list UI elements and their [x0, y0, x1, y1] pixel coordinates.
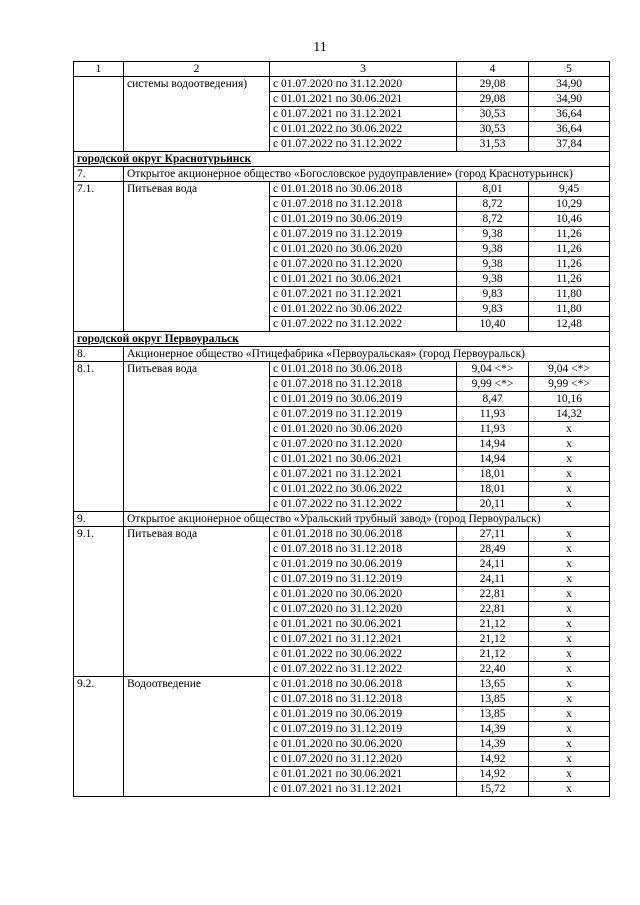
period-cell: с 01.01.2019 по 30.06.2019 — [270, 707, 457, 722]
period-cell: с 01.07.2019 по 31.12.2019 — [270, 572, 457, 587]
period-cell: с 01.07.2020 по 31.12.2020 — [270, 752, 457, 767]
period-cell: с 01.07.2022 по 31.12.2022 — [270, 497, 457, 512]
tariff-net-cell: 9,38 — [457, 242, 529, 257]
tariff-net-cell: 14,39 — [457, 722, 529, 737]
period-cell: с 01.01.2021 по 30.06.2021 — [270, 92, 457, 107]
tariff-net-cell: 18,01 — [457, 482, 529, 497]
tariff-vat-cell: 12,48 — [529, 317, 610, 332]
tariff-vat-cell: 14,32 — [529, 407, 610, 422]
tariff-net-cell: 27,11 — [457, 527, 529, 542]
tariff-net-cell: 14,39 — [457, 737, 529, 752]
service-name: Водоотведение — [124, 677, 270, 797]
tariff-net-cell: 28,49 — [457, 542, 529, 557]
tariff-net-cell: 11,93 — [457, 407, 529, 422]
period-cell: с 01.01.2019 по 30.06.2019 — [270, 392, 457, 407]
tariff-vat-cell: х — [529, 692, 610, 707]
tariff-net-cell: 21,12 — [457, 617, 529, 632]
tariff-vat-cell: 36,64 — [529, 107, 610, 122]
period-cell: с 01.01.2021 по 30.06.2021 — [270, 767, 457, 782]
tariff-net-cell: 9,38 — [457, 227, 529, 242]
org-name: Открытое акционерное общество «Уральский трубный завод» (город Первоуральск) — [124, 512, 610, 527]
service-name: Питьевая вода — [124, 182, 270, 332]
header-cell: 1 — [74, 62, 124, 77]
tariff-vat-cell: 10,29 — [529, 197, 610, 212]
tariff-vat-cell: х — [529, 737, 610, 752]
tariff-net-cell: 21,12 — [457, 632, 529, 647]
tariff-vat-cell: 10,46 — [529, 212, 610, 227]
tariff-vat-cell: 9,04 <*> — [529, 362, 610, 377]
tariff-vat-cell: 9,45 — [529, 182, 610, 197]
period-cell: с 01.07.2021 по 31.12.2021 — [270, 287, 457, 302]
period-cell: с 01.07.2020 по 31.12.2020 — [270, 77, 457, 92]
tariff-vat-cell: х — [529, 602, 610, 617]
period-cell: с 01.01.2020 по 30.06.2020 — [270, 587, 457, 602]
org-row — [74, 167, 610, 182]
period-cell: с 01.07.2021 по 31.12.2021 — [270, 107, 457, 122]
tariff-vat-cell: 11,26 — [529, 257, 610, 272]
tariff-net-cell: 14,94 — [457, 452, 529, 467]
period-cell: с 01.01.2018 по 30.06.2018 — [270, 362, 457, 377]
group-row — [74, 332, 610, 347]
tariff-net-cell: 13,65 — [457, 677, 529, 692]
tariff-net-cell: 22,81 — [457, 587, 529, 602]
tariff-net-cell: 11,93 — [457, 422, 529, 437]
tariff-table — [73, 61, 610, 797]
tariff-vat-cell: х — [529, 707, 610, 722]
tariff-net-cell: 18,01 — [457, 467, 529, 482]
tariff-vat-cell: х — [529, 752, 610, 767]
tariff-net-cell: 22,40 — [457, 662, 529, 677]
tariff-net-cell: 13,85 — [457, 692, 529, 707]
tariff-vat-cell: 11,26 — [529, 272, 610, 287]
tariff-vat-cell: 10,16 — [529, 392, 610, 407]
service-name: Питьевая вода — [124, 527, 270, 677]
period-cell: с 01.01.2019 по 30.06.2019 — [270, 212, 457, 227]
period-cell: с 01.01.2019 по 30.06.2019 — [270, 557, 457, 572]
period-cell: с 01.01.2018 по 30.06.2018 — [270, 527, 457, 542]
tariff-net-cell: 14,92 — [457, 752, 529, 767]
tariff-net-cell: 15,72 — [457, 782, 529, 797]
tariff-vat-cell: х — [529, 497, 610, 512]
tariff-net-cell: 8,01 — [457, 182, 529, 197]
tariff-net-cell: 24,11 — [457, 557, 529, 572]
tariff-vat-cell: 9,99 <*> — [529, 377, 610, 392]
tariff-net-cell: 22,81 — [457, 602, 529, 617]
tariff-net-cell: 20,11 — [457, 497, 529, 512]
period-cell: с 01.07.2018 по 31.12.2018 — [270, 197, 457, 212]
tariff-vat-cell: х — [529, 437, 610, 452]
period-cell: с 01.01.2020 по 30.06.2020 — [270, 242, 457, 257]
service-number: 8.1. — [74, 362, 124, 512]
tariff-vat-cell: х — [529, 677, 610, 692]
period-cell: с 01.07.2022 по 31.12.2022 — [270, 662, 457, 677]
tariff-vat-cell: х — [529, 767, 610, 782]
period-cell: с 01.07.2020 по 31.12.2020 — [270, 437, 457, 452]
tariff-vat-cell: х — [529, 422, 610, 437]
tariff-net-cell: 24,11 — [457, 572, 529, 587]
period-cell: с 01.01.2021 по 30.06.2021 — [270, 617, 457, 632]
period-cell: с 01.07.2022 по 31.12.2022 — [270, 317, 457, 332]
tariff-net-cell: 14,94 — [457, 437, 529, 452]
group-row — [74, 152, 610, 167]
period-cell: с 01.07.2019 по 31.12.2019 — [270, 722, 457, 737]
service-number: 9.1. — [74, 527, 124, 677]
tariff-vat-cell: 11,26 — [529, 227, 610, 242]
org-name: Открытое акционерное общество «Богословское рудоуправление» (город Краснотурьинск) — [124, 167, 610, 182]
table-row — [74, 677, 610, 692]
tariff-net-cell: 9,38 — [457, 257, 529, 272]
tariff-net-cell: 8,47 — [457, 392, 529, 407]
period-cell: с 01.07.2018 по 31.12.2018 — [270, 542, 457, 557]
period-cell: с 01.01.2018 по 30.06.2018 — [270, 677, 457, 692]
tariff-vat-cell: х — [529, 587, 610, 602]
group-title: городской округ Первоуральск — [74, 332, 610, 347]
tariff-vat-cell: х — [529, 617, 610, 632]
tariff-vat-cell: х — [529, 572, 610, 587]
tariff-net-cell: 29,08 — [457, 77, 529, 92]
tariff-vat-cell: х — [529, 527, 610, 542]
tariff-vat-cell: 34,90 — [529, 92, 610, 107]
tariff-vat-cell: 37,84 — [529, 137, 610, 152]
tariff-vat-cell: х — [529, 542, 610, 557]
tariff-vat-cell: х — [529, 467, 610, 482]
table-row — [74, 362, 610, 377]
period-cell: с 01.07.2018 по 31.12.2018 — [270, 377, 457, 392]
num-cell — [74, 77, 124, 152]
tariff-vat-cell: х — [529, 482, 610, 497]
period-cell: с 01.07.2020 по 31.12.2020 — [270, 602, 457, 617]
tariff-net-cell: 30,53 — [457, 122, 529, 137]
period-cell: с 01.07.2018 по 31.12.2018 — [270, 692, 457, 707]
header-cell: 5 — [529, 62, 610, 77]
table-row — [74, 182, 610, 197]
tariff-net-cell: 30,53 — [457, 107, 529, 122]
period-cell: с 01.01.2020 по 30.06.2020 — [270, 737, 457, 752]
period-cell: с 01.01.2022 по 30.06.2022 — [270, 647, 457, 662]
tariff-net-cell: 9,83 — [457, 302, 529, 317]
tariff-net-cell: 21,12 — [457, 647, 529, 662]
tariff-net-cell: 9,38 — [457, 272, 529, 287]
tariff-net-cell: 10,40 — [457, 317, 529, 332]
tariff-vat-cell: х — [529, 452, 610, 467]
header-cell: 2 — [124, 62, 270, 77]
tariff-net-cell: 9,04 <*> — [457, 362, 529, 377]
tariff-net-cell: 31,53 — [457, 137, 529, 152]
period-cell: с 01.01.2022 по 30.06.2022 — [270, 482, 457, 497]
tariff-vat-cell: 11,80 — [529, 302, 610, 317]
tariff-vat-cell: х — [529, 647, 610, 662]
tariff-net-cell: 8,72 — [457, 197, 529, 212]
table-row — [74, 77, 610, 92]
org-row — [74, 347, 610, 362]
period-cell: с 01.07.2019 по 31.12.2019 — [270, 227, 457, 242]
tariff-net-cell: 14,92 — [457, 767, 529, 782]
tariff-vat-cell: 36,64 — [529, 122, 610, 137]
tariff-net-cell: 13,85 — [457, 707, 529, 722]
period-cell: с 01.01.2021 по 30.06.2021 — [270, 452, 457, 467]
tariff-vat-cell: х — [529, 662, 610, 677]
org-number: 7. — [74, 167, 124, 182]
tariff-vat-cell: х — [529, 722, 610, 737]
tariff-vat-cell: 11,26 — [529, 242, 610, 257]
tariff-net-cell: 9,99 <*> — [457, 377, 529, 392]
period-cell: с 01.01.2022 по 30.06.2022 — [270, 302, 457, 317]
org-row — [74, 512, 610, 527]
tariff-vat-cell: х — [529, 557, 610, 572]
table-row — [74, 527, 610, 542]
group-title: городской округ Краснотурьинск — [74, 152, 610, 167]
header-cell: 3 — [270, 62, 457, 77]
tariff-vat-cell: 11,80 — [529, 287, 610, 302]
tariff-vat-cell: х — [529, 632, 610, 647]
tariff-net-cell: 29,08 — [457, 92, 529, 107]
org-number: 8. — [74, 347, 124, 362]
period-cell: с 01.07.2021 по 31.12.2021 — [270, 782, 457, 797]
period-cell: с 01.07.2021 по 31.12.2021 — [270, 632, 457, 647]
org-name: Акционерное общество «Птицефабрика «Первоуральская» (город Первоуральск) — [124, 347, 610, 362]
tariff-net-cell: 8,72 — [457, 212, 529, 227]
period-cell: с 01.01.2021 по 30.06.2021 — [270, 272, 457, 287]
header-row — [74, 62, 610, 77]
tariff-net-cell: 9,83 — [457, 287, 529, 302]
service-number: 9.2. — [74, 677, 124, 797]
service-name: Питьевая вода — [124, 362, 270, 512]
period-cell: с 01.01.2022 по 30.06.2022 — [270, 122, 457, 137]
page-number: 11 — [313, 40, 327, 55]
period-cell: с 01.07.2020 по 31.12.2020 — [270, 257, 457, 272]
period-cell: с 01.01.2018 по 30.06.2018 — [270, 182, 457, 197]
org-number: 9. — [74, 512, 124, 527]
service-number: 7.1. — [74, 182, 124, 332]
header-cell: 4 — [457, 62, 529, 77]
tariff-vat-cell: х — [529, 782, 610, 797]
period-cell: с 01.07.2019 по 31.12.2019 — [270, 407, 457, 422]
service-cell: системы водоотведения) — [124, 77, 270, 152]
period-cell: с 01.07.2021 по 31.12.2021 — [270, 467, 457, 482]
tariff-vat-cell: 34,90 — [529, 77, 610, 92]
period-cell: с 01.07.2022 по 31.12.2022 — [270, 137, 457, 152]
period-cell: с 01.01.2020 по 30.06.2020 — [270, 422, 457, 437]
